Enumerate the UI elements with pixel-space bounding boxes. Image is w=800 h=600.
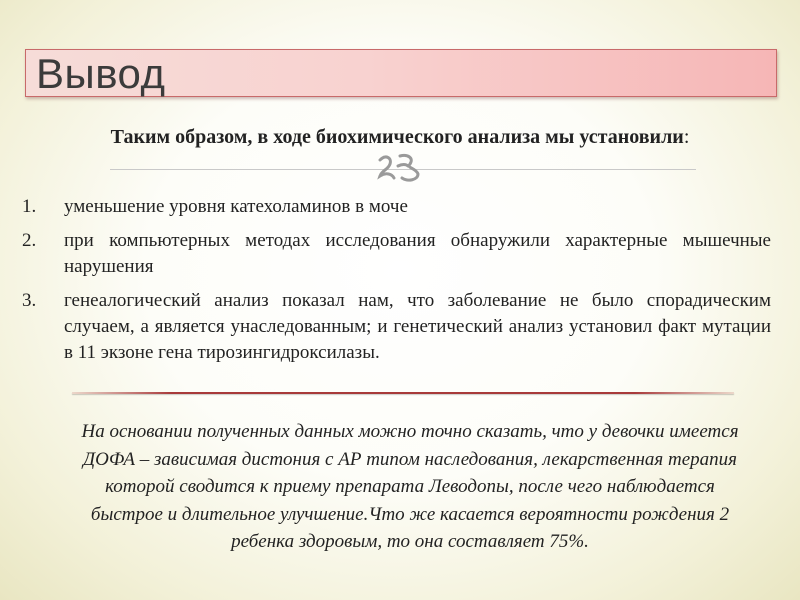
separator-line — [72, 392, 734, 394]
subtitle-bold-text: Таким образом, в ходе биохимического анализа мы установили — [110, 126, 684, 148]
list-item — [22, 288, 771, 366]
conclusion-text: На основании полученных данных можно точно сказать, что у девочки имеется ДОФА – зависимая дистония с АР типом наследования, лекарственная терапия которой сводится к приему препарата Леводопы, после чего наблюдается быстрое и длительное улучшение.Что же касается вероятности рождения 2 ребенка здоровым, то она составляет 75%. — [81, 421, 739, 552]
list-item-text: при компьютерных методах исследования обнаружили характерные мышечные нарушения — [64, 230, 771, 277]
list-number: 1. — [22, 196, 37, 217]
title-bar — [25, 49, 777, 97]
list-item — [22, 228, 771, 280]
list-item-text: генеалогический анализ показал нам, что заболевание не было спорадическим случаем, а является унаследованным; и генетический анализ установил факт мутации в 11 экзоне гена тирозингидроксилазы. — [64, 290, 771, 363]
list-item-text: уменьшение уровня катехоламинов в моче — [64, 196, 408, 217]
list-number: 2. — [22, 230, 37, 251]
list-item — [22, 194, 771, 220]
slide-title: Вывод — [36, 50, 166, 97]
flourish-ornament-icon — [372, 146, 432, 186]
list-number: 3. — [22, 290, 37, 311]
subtitle-colon: : — [683, 126, 690, 148]
findings-list — [22, 194, 771, 374]
